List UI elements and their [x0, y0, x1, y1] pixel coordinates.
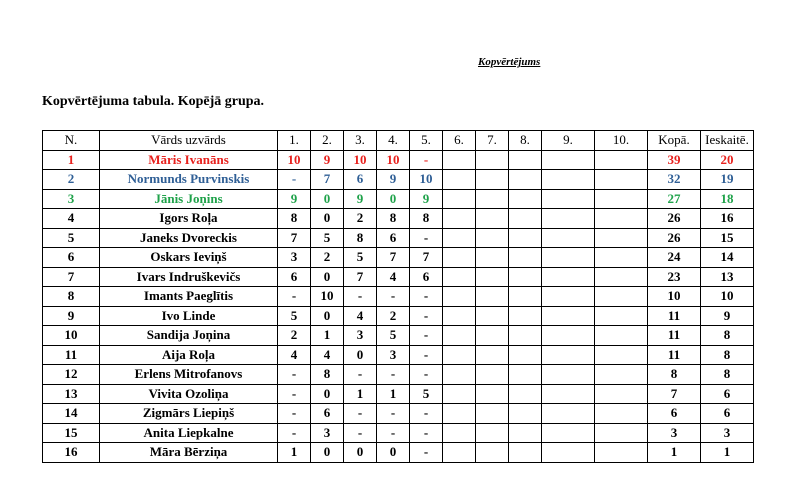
table-row: [43, 345, 754, 365]
score-cell: 7: [278, 228, 311, 248]
document-heading: Kopvērtējums: [478, 56, 541, 68]
total-cell: 39: [648, 150, 701, 170]
score-cell: [542, 248, 595, 268]
rank-cell: 7: [43, 267, 100, 287]
score-cell: -: [278, 384, 311, 404]
score-cell: [476, 365, 509, 385]
score-cell: [509, 267, 542, 287]
score-cell: 8: [344, 228, 377, 248]
table-row: [43, 267, 754, 287]
rank-cell: 2: [43, 170, 100, 190]
score-cell: [509, 384, 542, 404]
score-cell: 3: [377, 345, 410, 365]
score-cell: [595, 248, 648, 268]
score-cell: [476, 326, 509, 346]
total-cell: 26: [648, 209, 701, 229]
score-cell: 4: [344, 306, 377, 326]
score-cell: -: [278, 170, 311, 190]
table-row: [43, 287, 754, 307]
table-subtitle: Kopvērtējuma tabula. Kopējā grupa.: [42, 94, 265, 109]
counted-cell: 15: [701, 228, 754, 248]
score-cell: [476, 287, 509, 307]
table-row: [43, 209, 754, 229]
score-cell: -: [377, 287, 410, 307]
column-header: 9.: [542, 131, 595, 151]
score-cell: [476, 306, 509, 326]
score-cell: [476, 189, 509, 209]
score-cell: [542, 423, 595, 443]
total-cell: 27: [648, 189, 701, 209]
name-cell: Māris Ivanāns: [100, 150, 278, 170]
score-cell: [595, 228, 648, 248]
score-cell: [509, 404, 542, 424]
table-row: [43, 189, 754, 209]
score-cell: [509, 326, 542, 346]
score-cell: [476, 404, 509, 424]
score-cell: -: [278, 365, 311, 385]
score-cell: 5: [344, 248, 377, 268]
table-header-row: [43, 131, 754, 151]
score-cell: [443, 326, 476, 346]
score-cell: 10: [278, 150, 311, 170]
total-cell: 3: [648, 423, 701, 443]
table-row: [43, 228, 754, 248]
score-cell: [595, 189, 648, 209]
total-cell: 1: [648, 443, 701, 463]
rank-cell: 9: [43, 306, 100, 326]
score-cell: [476, 384, 509, 404]
score-cell: [476, 267, 509, 287]
rank-cell: 8: [43, 287, 100, 307]
score-cell: [542, 365, 595, 385]
counted-cell: 14: [701, 248, 754, 268]
score-cell: -: [377, 365, 410, 385]
table-row: [43, 404, 754, 424]
score-cell: -: [410, 326, 443, 346]
score-cell: -: [278, 404, 311, 424]
score-cell: -: [344, 365, 377, 385]
score-cell: [542, 170, 595, 190]
table-row: [43, 365, 754, 385]
score-cell: -: [410, 228, 443, 248]
counted-cell: 8: [701, 365, 754, 385]
score-cell: [443, 306, 476, 326]
score-cell: 6: [377, 228, 410, 248]
rank-cell: 14: [43, 404, 100, 424]
score-cell: 6: [344, 170, 377, 190]
rank-cell: 10: [43, 326, 100, 346]
name-cell: Ivo Linde: [100, 306, 278, 326]
score-cell: -: [410, 423, 443, 443]
total-cell: 6: [648, 404, 701, 424]
column-header: Vārds uzvārds: [100, 131, 278, 151]
score-cell: -: [278, 287, 311, 307]
total-cell: 24: [648, 248, 701, 268]
column-header: 3.: [344, 131, 377, 151]
score-cell: [509, 345, 542, 365]
score-cell: -: [377, 404, 410, 424]
table-row: [43, 326, 754, 346]
score-cell: [509, 228, 542, 248]
total-cell: 10: [648, 287, 701, 307]
score-cell: [443, 345, 476, 365]
score-cell: [443, 189, 476, 209]
table-row: [43, 423, 754, 443]
score-cell: [542, 189, 595, 209]
score-cell: 10: [377, 150, 410, 170]
score-cell: 7: [410, 248, 443, 268]
column-header: 8.: [509, 131, 542, 151]
score-cell: 5: [311, 228, 344, 248]
column-header: N.: [43, 131, 100, 151]
score-cell: [443, 404, 476, 424]
score-cell: [476, 150, 509, 170]
score-cell: [542, 267, 595, 287]
score-cell: 0: [311, 443, 344, 463]
score-cell: [542, 287, 595, 307]
score-cell: -: [410, 404, 443, 424]
score-cell: [443, 150, 476, 170]
column-header: 5.: [410, 131, 443, 151]
score-cell: -: [410, 345, 443, 365]
rank-cell: 1: [43, 150, 100, 170]
name-cell: Māra Bērziņa: [100, 443, 278, 463]
column-header: 1.: [278, 131, 311, 151]
counted-cell: 3: [701, 423, 754, 443]
score-cell: [595, 209, 648, 229]
score-cell: 0: [311, 267, 344, 287]
score-cell: 0: [344, 443, 377, 463]
score-cell: [509, 365, 542, 385]
total-cell: 11: [648, 306, 701, 326]
score-cell: [476, 170, 509, 190]
name-cell: Janeks Dvoreckis: [100, 228, 278, 248]
score-cell: [595, 443, 648, 463]
score-cell: 4: [377, 267, 410, 287]
score-cell: [509, 170, 542, 190]
name-cell: Ivars Indruškevičs: [100, 267, 278, 287]
score-cell: [443, 228, 476, 248]
score-cell: 6: [311, 404, 344, 424]
score-cell: 4: [278, 345, 311, 365]
column-header: Ieskaitē.: [701, 131, 754, 151]
score-cell: 0: [344, 345, 377, 365]
table-row: [43, 248, 754, 268]
score-cell: -: [278, 423, 311, 443]
total-cell: 7: [648, 384, 701, 404]
score-cell: -: [377, 423, 410, 443]
column-header: 7.: [476, 131, 509, 151]
column-header: 2.: [311, 131, 344, 151]
score-cell: 0: [377, 189, 410, 209]
score-cell: -: [410, 306, 443, 326]
counted-cell: 8: [701, 326, 754, 346]
score-cell: 5: [377, 326, 410, 346]
score-cell: 8: [377, 209, 410, 229]
score-cell: [509, 306, 542, 326]
score-cell: [476, 345, 509, 365]
rank-cell: 15: [43, 423, 100, 443]
rank-cell: 6: [43, 248, 100, 268]
results-table: [42, 130, 754, 463]
score-cell: 0: [311, 384, 344, 404]
score-cell: [443, 267, 476, 287]
score-cell: [542, 326, 595, 346]
score-cell: 9: [344, 189, 377, 209]
rank-cell: 12: [43, 365, 100, 385]
score-cell: [509, 209, 542, 229]
score-cell: 0: [311, 306, 344, 326]
column-header: 10.: [595, 131, 648, 151]
score-cell: [476, 209, 509, 229]
score-cell: [509, 287, 542, 307]
score-cell: [542, 345, 595, 365]
score-cell: 2: [344, 209, 377, 229]
score-cell: [509, 248, 542, 268]
rank-cell: 11: [43, 345, 100, 365]
score-cell: 3: [311, 423, 344, 443]
score-cell: [542, 443, 595, 463]
rank-cell: 13: [43, 384, 100, 404]
score-cell: [443, 384, 476, 404]
score-cell: 0: [377, 443, 410, 463]
total-cell: 23: [648, 267, 701, 287]
score-cell: 9: [278, 189, 311, 209]
score-cell: 6: [410, 267, 443, 287]
name-cell: Aija Roļa: [100, 345, 278, 365]
score-cell: 3: [278, 248, 311, 268]
score-cell: 0: [311, 189, 344, 209]
score-cell: 8: [311, 365, 344, 385]
table-row: [43, 306, 754, 326]
score-cell: 4: [311, 345, 344, 365]
table-row: [43, 384, 754, 404]
score-cell: [595, 287, 648, 307]
score-cell: 1: [344, 384, 377, 404]
name-cell: Anita Liepkalne: [100, 423, 278, 443]
score-cell: [595, 326, 648, 346]
score-cell: [542, 384, 595, 404]
score-cell: 1: [377, 384, 410, 404]
total-cell: 11: [648, 345, 701, 365]
counted-cell: 20: [701, 150, 754, 170]
name-cell: Erlens Mitrofanovs: [100, 365, 278, 385]
column-header: 6.: [443, 131, 476, 151]
score-cell: [595, 404, 648, 424]
score-cell: 9: [410, 189, 443, 209]
score-cell: -: [344, 404, 377, 424]
score-cell: [443, 287, 476, 307]
counted-cell: 6: [701, 384, 754, 404]
score-cell: 9: [311, 150, 344, 170]
score-cell: 8: [278, 209, 311, 229]
score-cell: [509, 423, 542, 443]
score-cell: [476, 423, 509, 443]
score-cell: [542, 150, 595, 170]
column-header: 4.: [377, 131, 410, 151]
score-cell: -: [410, 287, 443, 307]
counted-cell: 8: [701, 345, 754, 365]
score-cell: [595, 306, 648, 326]
score-cell: 0: [311, 209, 344, 229]
total-cell: 8: [648, 365, 701, 385]
score-cell: [542, 209, 595, 229]
score-cell: [443, 170, 476, 190]
score-cell: [542, 404, 595, 424]
score-cell: 2: [278, 326, 311, 346]
score-cell: 1: [278, 443, 311, 463]
score-cell: 1: [311, 326, 344, 346]
name-cell: Normunds Purvinskis: [100, 170, 278, 190]
score-cell: [476, 248, 509, 268]
name-cell: Zigmārs Liepiņš: [100, 404, 278, 424]
score-cell: 6: [278, 267, 311, 287]
table-body: [43, 150, 754, 462]
name-cell: Oskars Ieviņš: [100, 248, 278, 268]
score-cell: [595, 170, 648, 190]
counted-cell: 19: [701, 170, 754, 190]
score-cell: [595, 345, 648, 365]
score-cell: -: [410, 365, 443, 385]
column-header: Kopā.: [648, 131, 701, 151]
score-cell: 2: [311, 248, 344, 268]
score-cell: [509, 150, 542, 170]
counted-cell: 6: [701, 404, 754, 424]
score-cell: 10: [311, 287, 344, 307]
score-cell: [476, 443, 509, 463]
name-cell: Jānis Joņins: [100, 189, 278, 209]
rank-cell: 5: [43, 228, 100, 248]
total-cell: 26: [648, 228, 701, 248]
score-cell: [595, 384, 648, 404]
score-cell: [542, 306, 595, 326]
counted-cell: 16: [701, 209, 754, 229]
rank-cell: 3: [43, 189, 100, 209]
score-cell: [595, 267, 648, 287]
name-cell: Vivita Ozoliņa: [100, 384, 278, 404]
table-row: [43, 170, 754, 190]
score-cell: [443, 365, 476, 385]
score-cell: [443, 443, 476, 463]
score-cell: 7: [311, 170, 344, 190]
name-cell: Igors Roļa: [100, 209, 278, 229]
rank-cell: 4: [43, 209, 100, 229]
score-cell: [443, 248, 476, 268]
score-cell: [542, 228, 595, 248]
total-cell: 11: [648, 326, 701, 346]
score-cell: [443, 423, 476, 443]
name-cell: Imants Paeglītis: [100, 287, 278, 307]
score-cell: [476, 228, 509, 248]
score-cell: 10: [344, 150, 377, 170]
score-cell: 7: [377, 248, 410, 268]
score-cell: -: [344, 287, 377, 307]
score-cell: 5: [410, 384, 443, 404]
score-cell: 7: [344, 267, 377, 287]
score-cell: 2: [377, 306, 410, 326]
score-cell: [509, 443, 542, 463]
counted-cell: 10: [701, 287, 754, 307]
score-cell: [595, 423, 648, 443]
counted-cell: 13: [701, 267, 754, 287]
rank-cell: 16: [43, 443, 100, 463]
score-cell: -: [410, 150, 443, 170]
score-cell: [595, 150, 648, 170]
score-cell: 9: [377, 170, 410, 190]
score-cell: 8: [410, 209, 443, 229]
score-cell: 10: [410, 170, 443, 190]
total-cell: 32: [648, 170, 701, 190]
counted-cell: 9: [701, 306, 754, 326]
score-cell: 3: [344, 326, 377, 346]
counted-cell: 1: [701, 443, 754, 463]
score-cell: [509, 189, 542, 209]
table-row: [43, 443, 754, 463]
score-cell: 5: [278, 306, 311, 326]
score-cell: -: [344, 423, 377, 443]
name-cell: Sandija Joņina: [100, 326, 278, 346]
score-cell: [443, 209, 476, 229]
score-cell: [595, 365, 648, 385]
counted-cell: 18: [701, 189, 754, 209]
table-row: [43, 150, 754, 170]
score-cell: -: [410, 443, 443, 463]
